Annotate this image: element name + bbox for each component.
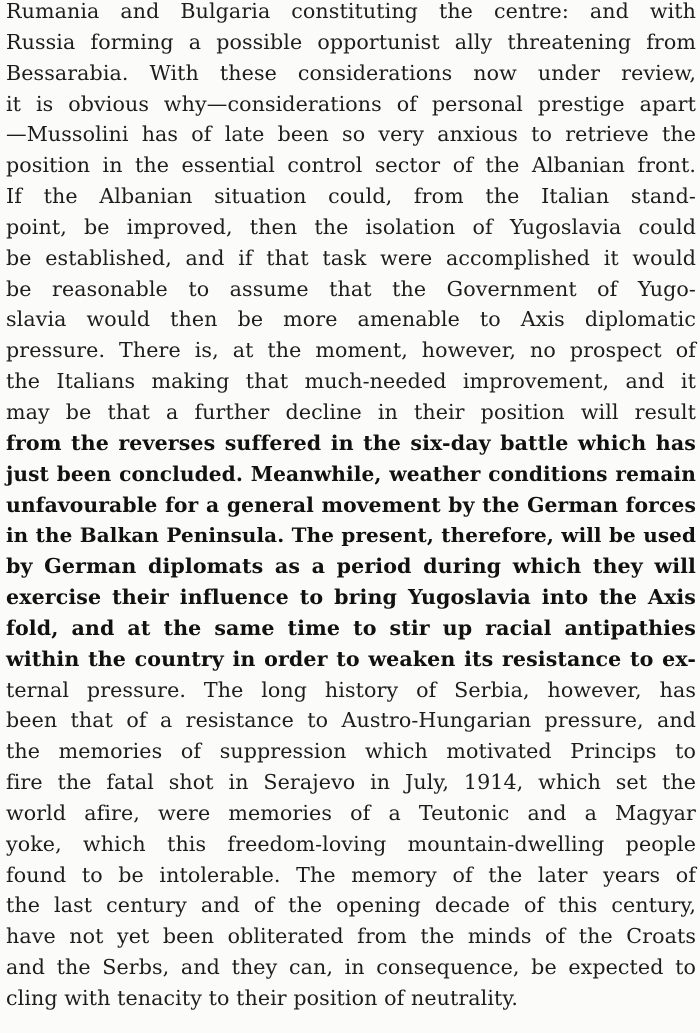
text-line: found to be intolerable. The memory of the later years of bbox=[6, 862, 696, 887]
text-line: it is obvious why—considerations of personal prestige apart bbox=[6, 91, 696, 116]
text-line: the last century and of the opening decade of this century, bbox=[6, 893, 696, 918]
text-line: have not yet been obliterated from the minds of the Croats bbox=[6, 924, 696, 949]
text-line: point, be improved, then the isolation of Yugoslavia could bbox=[6, 214, 696, 239]
text-line: the Italians making that much-needed improvement, and it bbox=[6, 369, 696, 394]
text-line: exercise their influence to bring Yugoslavia into the Axis bbox=[6, 585, 696, 610]
text-line: may be that a further decline in their position will result bbox=[6, 399, 696, 424]
text-line: world afire, were memories of a Teutonic and a Magyar bbox=[6, 800, 696, 825]
text-line: been that of a resistance to Austro-Hungarian pressure, and bbox=[6, 708, 696, 733]
body-paragraph bbox=[6, 0, 696, 1014]
text-line: fire the fatal shot in Serajevo in July, 1914, which set the bbox=[6, 770, 696, 795]
text-line: fold, and at the same time to stir up racial antipathies bbox=[6, 615, 696, 640]
text-line: If the Albanian situation could, from the Italian stand- bbox=[6, 184, 696, 209]
text-line: and the Serbs, and they can, in consequence, be expected to bbox=[6, 955, 696, 980]
text-line: pressure. There is, at the moment, however, no prospect of bbox=[6, 338, 696, 363]
text-line: slavia would then be more amenable to Axis diplomatic bbox=[6, 307, 696, 332]
text-line: the memories of suppression which motivated Princips to bbox=[6, 739, 696, 764]
text-line: unfavourable for a general movement by the German forces bbox=[6, 492, 696, 517]
text-line: Bessarabia. With these considerations now under review, bbox=[6, 60, 696, 85]
text-line: from the reverses suffered in the six-day battle which has bbox=[6, 430, 696, 455]
text-line: yoke, which this freedom-loving mountain-dwelling people bbox=[6, 831, 696, 856]
text-line: Russia forming a possible opportunist ally threatening from bbox=[6, 29, 696, 54]
text-line: within the country in order to weaken its resistance to ex- bbox=[6, 646, 696, 671]
text-line: position in the essential control sector of the Albanian front. bbox=[6, 153, 696, 178]
text-line: be established, and if that task were accomplished it would bbox=[6, 245, 696, 270]
text-line: by German diplomats as a period during which they will bbox=[6, 554, 696, 579]
text-line: just been concluded. Meanwhile, weather conditions remain bbox=[6, 461, 696, 486]
text-line: ternal pressure. The long history of Serbia, however, has bbox=[6, 677, 696, 702]
text-line: in the Balkan Peninsula. The present, therefore, will be used bbox=[6, 523, 696, 548]
text-line: —Mussolini has of late been so very anxious to retrieve the bbox=[6, 122, 696, 147]
text-line: cling with tenacity to their position of neutrality. bbox=[6, 986, 519, 1010]
text-line: Rumania and Bulgaria constituting the centre: and with bbox=[6, 0, 696, 23]
text-line: be reasonable to assume that the Government of Yugo- bbox=[6, 276, 696, 301]
